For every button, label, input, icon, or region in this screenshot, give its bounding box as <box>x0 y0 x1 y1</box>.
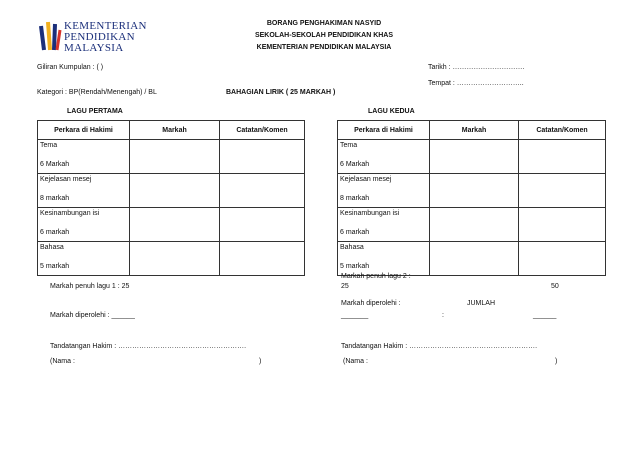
giliran-kumpulan-field: Giliran Kumpulan : ( ) <box>37 64 104 71</box>
criteria-cell: Tema 6 Markah <box>38 140 130 174</box>
lagu-pertama-title: LAGU PERTAMA <box>67 108 123 115</box>
table-row <box>338 174 606 208</box>
header-markah: Markah <box>430 121 519 140</box>
markah-diperolehi-lagu-2: Markah diperolehi : <box>341 300 401 307</box>
table-row <box>38 208 305 242</box>
catatan-input-cell[interactable] <box>519 140 606 174</box>
ministry-logo <box>38 18 172 54</box>
table-row <box>338 140 606 174</box>
markah-diperolehi-lagu-2-blank[interactable]: _______ <box>341 312 369 319</box>
criteria-cell: Kesinambungan isi 6 markah <box>38 208 130 242</box>
catatan-input-cell[interactable] <box>519 174 606 208</box>
jumlah-colon: : <box>442 312 444 319</box>
tandatangan-hakim-lagu-2[interactable]: Tandatangan Hakim : ………………………………………………. <box>341 343 538 350</box>
table-header-row <box>338 121 606 140</box>
markah-input-cell[interactable] <box>430 174 519 208</box>
markah-penuh-lagu-2: Markah penuh lagu 2 : <box>341 273 411 280</box>
markah-input-cell[interactable] <box>430 208 519 242</box>
table-row <box>338 208 606 242</box>
header-perkara: Perkara di Hakimi <box>338 121 430 140</box>
tarikh-field: Tarikh : …………………………. <box>428 64 525 71</box>
nama-close-paren: ) <box>259 358 262 365</box>
markah-input-cell[interactable] <box>130 208 220 242</box>
form-subtitle-1: SEKOLAH-SEKOLAH PENDIDIKAN KHAS <box>254 32 394 39</box>
markah-input-cell[interactable] <box>130 242 220 276</box>
form-title: BORANG PENGHAKIMAN NASYID <box>266 20 382 27</box>
tempat-field: Tempat : ……………………….. <box>428 80 524 87</box>
jumlah-blank[interactable]: ______ <box>533 312 557 319</box>
logo-line-1: KEMENTERIAN <box>64 20 147 32</box>
header-markah: Markah <box>130 121 220 140</box>
nama-field-lagu-1[interactable]: (Nama : <box>50 358 75 365</box>
tandatangan-hakim-lagu-1[interactable]: Tandatangan Hakim : ………………………………………………. <box>50 343 247 350</box>
kategori-field: Kategori : BP(Rendah/Menengah) / BL <box>37 89 157 96</box>
catatan-input-cell[interactable] <box>519 242 606 276</box>
catatan-input-cell[interactable] <box>220 140 305 174</box>
criteria-cell: Kesinambungan isi 6 markah <box>338 208 430 242</box>
criteria-cell: Tema 6 Markah <box>338 140 430 174</box>
logo-line-3: MALAYSIA <box>64 42 124 54</box>
table-row <box>38 174 305 208</box>
markah-diperolehi-lagu-1[interactable]: Markah diperolehi : ______ <box>50 312 135 319</box>
table-row <box>38 242 305 276</box>
criteria-cell: Bahasa 5 markah <box>338 242 430 276</box>
catatan-input-cell[interactable] <box>519 208 606 242</box>
logo-line-2: PENDIDIKAN <box>64 31 135 43</box>
nama-field-lagu-2[interactable]: (Nama : <box>343 358 368 365</box>
lagu-kedua-table <box>337 120 606 276</box>
bahagian-lirik-heading: BAHAGIAN LIRIK ( 25 MARKAH ) <box>226 89 336 96</box>
table-row <box>338 242 606 276</box>
table-row <box>38 140 305 174</box>
lagu-kedua-title: LAGU KEDUA <box>368 108 415 115</box>
ministry-emblem-icon <box>38 18 62 52</box>
catatan-input-cell[interactable] <box>220 208 305 242</box>
header-catatan: Catatan/Komen <box>519 121 606 140</box>
criteria-cell: Kejelasan mesej 8 markah <box>338 174 430 208</box>
markah-input-cell[interactable] <box>130 140 220 174</box>
criteria-cell: Bahasa 5 markah <box>38 242 130 276</box>
markah-penuh-lagu-1: Markah penuh lagu 1 : 25 <box>50 283 130 290</box>
header-perkara: Perkara di Hakimi <box>38 121 130 140</box>
criteria-cell: Kejelasan mesej 8 markah <box>38 174 130 208</box>
nama-close-paren: ) <box>555 358 558 365</box>
markah-penuh-lagu-2-value: 25 <box>341 283 349 290</box>
form-subtitle-2: KEMENTERIAN PENDIDIKAN MALAYSIA <box>256 44 392 51</box>
markah-input-cell[interactable] <box>130 174 220 208</box>
header-catatan: Catatan/Komen <box>220 121 305 140</box>
lagu-pertama-table <box>37 120 305 276</box>
markah-penuh-total: 50 <box>551 283 559 290</box>
jumlah-label: JUMLAH <box>467 300 496 307</box>
markah-input-cell[interactable] <box>430 242 519 276</box>
markah-input-cell[interactable] <box>430 140 519 174</box>
catatan-input-cell[interactable] <box>220 242 305 276</box>
table-header-row <box>38 121 305 140</box>
catatan-input-cell[interactable] <box>220 174 305 208</box>
